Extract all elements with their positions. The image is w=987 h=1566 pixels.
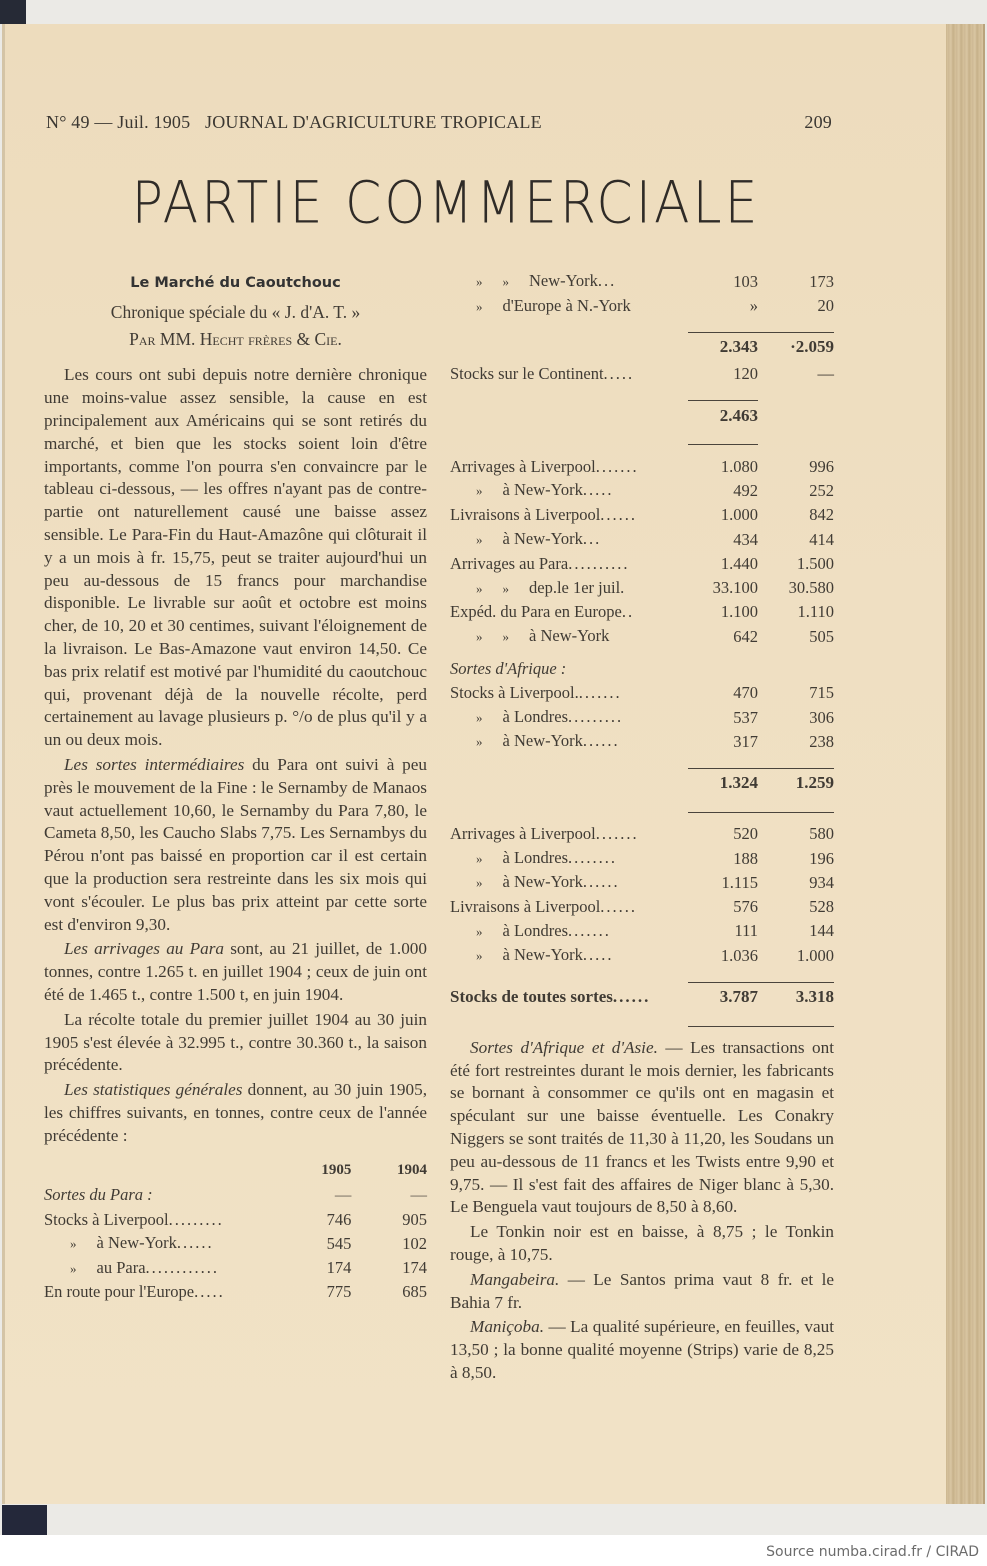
- row-label-text: à New-York: [502, 731, 583, 751]
- row-label: [450, 730, 688, 754]
- leader-dots: ......: [600, 505, 638, 525]
- row-label: [450, 455, 688, 479]
- value-1904: 580: [809, 824, 834, 844]
- blank-row: [450, 649, 834, 657]
- value-1905: 2.463: [719, 405, 758, 425]
- row-label: [450, 822, 688, 846]
- right-column: [450, 270, 834, 1387]
- leader-dots: ...: [582, 529, 602, 549]
- italic-lead: Sortes d'Afrique et d'Asie.: [470, 1037, 658, 1057]
- section-row: Sortes du Para : — —: [44, 1183, 427, 1207]
- row-label-text: Livraisons à Liverpool: [450, 897, 601, 917]
- rule-spacer: [450, 798, 688, 812]
- paragraph: Les sortes intermédiaires du Para ont suivi à peu près le mouvement de la Fine : le Sernamby de Manaos vaut actuellement 10,60, le Sernamby du Para 7,80, le Cameta 8,50, les Caucho Slabs 7,75. Les Sernambys du Pérou n'ont pas baissé en proportion car il est certain que la production sera restreinte dans les six mois qui vont s'écouler. Le plus bas prix atteint par cette sorte est d'environ 9,30.: [44, 754, 427, 934]
- value-1905: 317: [733, 731, 758, 751]
- value-1904: ·2.059: [790, 337, 834, 357]
- page-edges: [940, 24, 985, 1504]
- row-label: [450, 871, 688, 895]
- leader-dots: ............: [145, 1257, 220, 1277]
- table-row: [450, 871, 834, 895]
- value-1905: 537: [733, 707, 758, 727]
- leader-dots: ......: [176, 1233, 214, 1253]
- left-column: [44, 270, 427, 1305]
- ditto-mark: »: [502, 274, 509, 290]
- left-paragraphs: [44, 364, 427, 1147]
- value-1904: 252: [809, 480, 834, 500]
- value-1904: 1.500: [796, 553, 834, 573]
- italic-lead: Les statistiques générales: [64, 1080, 243, 1100]
- ditto-mark: »: [476, 532, 483, 548]
- row-label-text: à New-York: [502, 480, 583, 500]
- paragraph: Mangabeira. — Le Santos prima vaut 8 fr. et le Bahia 7 fr.: [450, 1269, 834, 1312]
- paragraph: Le Tonkin noir est en baisse, à 8,75 ; le Tonkin rouge, à 10,75.: [450, 1222, 834, 1264]
- rule-spacer: [450, 1012, 688, 1026]
- table-row: [450, 479, 834, 503]
- paragraph: Les arrivages au Para sont, au 21 juillet, de 1.000 tonnes, contre 1.265 t. en juillet 1904 ; ceux de juin ont été de 1.465 t., contre 1.500 t, en juin 1904.: [44, 939, 427, 1004]
- ditto-mark: »: [476, 851, 483, 866]
- value-1904: 934: [809, 872, 834, 892]
- rule-row: [450, 968, 834, 982]
- section-label-para: Sortes du Para :: [44, 1185, 153, 1205]
- leader-dots: .....: [582, 945, 614, 965]
- row-label: [450, 552, 688, 576]
- row-label: [450, 294, 688, 318]
- leader-dots: ......: [582, 872, 620, 892]
- table-row: [450, 982, 834, 1012]
- value-1905: 33.100: [712, 578, 758, 598]
- table-row: [450, 552, 834, 576]
- rule-spacer: [450, 319, 688, 333]
- value-1905: 520: [733, 824, 758, 844]
- value-1905: 746: [326, 1209, 352, 1229]
- row-label: [44, 1208, 282, 1232]
- blank-cell: [450, 445, 834, 455]
- table-row: [44, 1281, 427, 1305]
- rule-1904: [758, 968, 834, 982]
- leader-dots: ......: [582, 731, 620, 751]
- value-1904: 306: [809, 707, 834, 727]
- article-subheading: Chronique spéciale du « J. d'A. T. »: [110, 301, 361, 322]
- leader-dots: .......: [568, 920, 611, 940]
- table-row: [450, 895, 834, 919]
- table-row: [450, 625, 834, 649]
- leader-dots: ...: [597, 271, 617, 291]
- row-label: [450, 895, 688, 919]
- italic-lead: Mangabeira.: [470, 1269, 560, 1289]
- table-row: [450, 920, 834, 944]
- value-1905: 1.440: [720, 553, 758, 573]
- table-row: [450, 730, 834, 754]
- row-label: [450, 682, 688, 706]
- ditto-mark: »: [70, 1260, 77, 1276]
- leader-dots: ........: [568, 848, 618, 867]
- ditto-mark: »: [476, 298, 483, 314]
- row-label-text: Arrivages à Liverpool: [450, 456, 596, 476]
- value-1905: 1.000: [720, 505, 758, 525]
- value-1904: 685: [402, 1282, 427, 1302]
- row-label-text: à Londres: [502, 707, 569, 727]
- col-header-1904: 1904: [397, 1162, 427, 1179]
- row-label: [450, 333, 688, 363]
- rule-spacer: [450, 754, 688, 768]
- paragraph: Les statistiques générales donnent, au 30 juin 1905, les chiffres suivants, en tonnes, contre ceux de l'année précédente :: [44, 1080, 427, 1145]
- blank-cell: [450, 812, 834, 822]
- value-1905: 1.036: [720, 945, 758, 965]
- row-label: [450, 982, 688, 1012]
- leader-dots: .....: [603, 364, 635, 384]
- value-1905: 3.787: [719, 987, 758, 1007]
- table-row: [450, 455, 834, 479]
- row-label: [44, 1281, 282, 1305]
- blank-cell: [450, 649, 834, 657]
- table-row: [450, 401, 834, 431]
- italic-lead: Les sortes intermédiaires: [64, 754, 245, 774]
- row-label-text: d'Europe à N.-York: [502, 295, 631, 315]
- row-label: [450, 363, 688, 387]
- paragraph: Maniçoba. — La qualité supérieure, en feuilles, vaut 13,50 ; la bonne qualité moyenne (Strips) varie de 8,25 à 8,50.: [450, 1317, 834, 1382]
- table-row: [450, 333, 834, 363]
- rule-row: [450, 754, 834, 768]
- row-label-text: Livraisons à Liverpool: [450, 505, 601, 525]
- value-1905: 642: [733, 626, 758, 646]
- row-label-text: Stocks à Liverpool.: [450, 683, 579, 703]
- book-spine-top: [0, 0, 26, 24]
- paragraph: Sortes d'Afrique et d'Asie. — Les transactions ont été fort restreintes durant le mois dernier, les fabricants se bornant à consommer ce qu'ils ont en magasin et spéculant sur une baisse éventuelle. Les Conakry Niggers se sont traités de 11,30 à 11,20, les Soudans un peu au-dessous de 11 francs et les Twists entre 9,90 et 9,75. — Il s'est fait des affaires de Niger blanc à 5,30. Le Benguela vaut toujours de 8,50 à 8,60.: [450, 1037, 834, 1217]
- row-label: [450, 920, 688, 944]
- row-label: [450, 847, 688, 871]
- row-label-text: à Londres: [502, 920, 569, 940]
- table-row: [450, 682, 834, 706]
- row-label: [450, 528, 688, 552]
- value-1904: 842: [809, 505, 834, 525]
- rule-1905: [688, 968, 758, 982]
- value-1904: 996: [809, 456, 834, 476]
- ditto-mark: »: [476, 734, 483, 750]
- rule-1904: [758, 754, 834, 768]
- row-label-text: à New-York: [502, 945, 583, 965]
- rule-1905: [688, 431, 758, 445]
- table-row: [450, 847, 834, 871]
- row-label-text: dep.le 1er juil.: [529, 577, 625, 597]
- rule-1904: [758, 1012, 834, 1026]
- leader-dots: ..: [621, 602, 635, 622]
- italic-lead: Maniçoba.: [470, 1317, 544, 1337]
- table-row: [450, 822, 834, 846]
- ditto-mark: »: [476, 875, 483, 891]
- rule-1905: [688, 387, 758, 401]
- blank-row: [450, 812, 834, 822]
- rule-row: [450, 1012, 834, 1026]
- table-row: [450, 363, 834, 387]
- value-1905: 1.080: [720, 456, 758, 476]
- leader-dots: .......: [578, 683, 622, 703]
- value-1905: »: [749, 296, 758, 316]
- journal-name: JOURNAL D'AGRICULTURE TROPICALE: [205, 112, 542, 132]
- col-header-1905: 1905: [321, 1162, 352, 1179]
- value-1905: 1.115: [721, 872, 758, 892]
- ditto-mark: »: [476, 580, 483, 596]
- leader-dots: ......: [612, 986, 651, 1006]
- table-row: [44, 1256, 427, 1280]
- section-row: [450, 657, 834, 681]
- leader-dots: .........: [168, 1209, 224, 1229]
- row-label-text: Arrivages au Para: [450, 553, 569, 573]
- paragraph: La récolte totale du premier juillet 1904 au 30 juin 1905 s'est élevée à 32.995 t., contre 30.360 t., la saison précédente.: [44, 1009, 427, 1075]
- table-row: [450, 944, 834, 968]
- row-label-text: à New-York: [502, 872, 583, 892]
- leader-dots: .....: [194, 1282, 225, 1302]
- book-spine-bottom: [2, 1505, 47, 1535]
- value-1905: 576: [733, 897, 758, 917]
- value-1904: 1.110: [797, 602, 834, 622]
- value-1904: 715: [809, 683, 834, 703]
- rule-spacer: [450, 387, 688, 401]
- page-number: 209: [804, 112, 832, 132]
- stats-table-para: [44, 1157, 427, 1304]
- row-label-text: En route pour l'Europe: [44, 1282, 195, 1302]
- leader-dots: .........: [568, 707, 624, 727]
- rule-1905: [688, 319, 758, 333]
- ditto-mark: »: [476, 274, 483, 290]
- right-paragraphs: [450, 1037, 834, 1385]
- table-row: [450, 768, 834, 798]
- leader-dots: .......: [595, 456, 639, 476]
- value-1905: 111: [734, 921, 758, 941]
- value-1904: 905: [402, 1209, 427, 1229]
- row-label: [450, 401, 688, 431]
- value-1904: 102: [402, 1233, 427, 1253]
- value-1904: 1.259: [795, 773, 834, 793]
- value-1904: [758, 401, 834, 431]
- rule-row: [450, 431, 834, 445]
- value-1905: 775: [326, 1282, 352, 1302]
- paragraph: Les cours ont subi depuis notre dernière chronique une moins-value assez sensible, la cause en est principalement aux Américains qui se sont retirés du marché, et bien que les stocks soient loin d'être importants, comme l'on pourra s'en convaincre par le tableau ci-dessous, — les offres n'ayant pas de contre-partie ont naturellement causé une baisse assez sensible. Le Para-Fin du Haut-Amazône qui clôturait il y a un mois à fr. 15,75, peut se traiter aujourd'hui un peu au-dessous de 15 francs pour marchandise disponible. Le livrable sur août et octobre est moins cher, de 10, 20 et 30 centimes, suivant l'éloignement de la livraison. Le Bas-Amazone vaut environ 14,50. Ce bas prix relatif est motivé par l'humidité du caoutchouc qui, provenant déjà de la nouvelle récolte, perd certainement au lavage plusieurs p. °/o de plus qu'il y a un ou deux mois.: [44, 365, 427, 750]
- leader-dots: .......: [595, 824, 639, 844]
- row-label: [44, 1232, 282, 1256]
- row-label: [450, 625, 688, 649]
- row-label: [44, 1256, 282, 1280]
- ditto-mark: »: [476, 483, 483, 499]
- rule-1904: [758, 387, 834, 401]
- value-1904: 505: [809, 626, 834, 646]
- row-label-text: Arrivages à Liverpool: [450, 824, 596, 844]
- table-row: [450, 270, 834, 294]
- value-1905: 1.324: [719, 773, 758, 793]
- blank-row: [450, 445, 834, 455]
- ditto-mark: »: [502, 580, 509, 596]
- ditto-mark: »: [502, 629, 509, 645]
- value-1904: 238: [809, 731, 834, 751]
- value-1905: 1.100: [720, 602, 758, 622]
- row-label-text: New-York: [529, 271, 598, 291]
- rule-1904: [758, 798, 834, 812]
- rule-row: [450, 798, 834, 812]
- value-1904: 173: [809, 271, 834, 291]
- rule-spacer: [450, 968, 688, 982]
- value-1904: 30.580: [788, 578, 834, 598]
- value-1904: 1.000: [796, 945, 834, 965]
- row-label: [450, 503, 688, 527]
- rule-row: [450, 319, 834, 333]
- leader-dots: ......: [600, 897, 638, 917]
- row-label-text: à New-York: [96, 1233, 177, 1253]
- leader-dots: .....: [582, 480, 614, 500]
- table-row: [450, 601, 834, 625]
- row-label-text: Stocks de toutes sortes: [450, 986, 613, 1006]
- row-label-text: à New-York: [529, 626, 610, 646]
- value-1905: 492: [733, 480, 758, 500]
- row-label-text: Stocks à Liverpool: [44, 1209, 169, 1229]
- row-label-text: Expéd. du Para en Europe: [450, 602, 622, 622]
- leader-dots: ..........: [568, 553, 630, 573]
- row-label-text: Stocks sur le Continent: [450, 364, 604, 384]
- rule-1904: [758, 319, 834, 333]
- value-1904: 414: [809, 529, 834, 549]
- issue-label: N° 49 — Juil. 1905: [46, 112, 191, 132]
- row-label: [450, 479, 688, 503]
- value-1904: 3.318: [795, 987, 834, 1007]
- ditto-mark: »: [476, 710, 483, 726]
- value-1905: 188: [733, 848, 758, 868]
- rule-row: [450, 387, 834, 401]
- row-label: [450, 601, 688, 625]
- running-head: [46, 112, 832, 133]
- value-1905: 470: [733, 683, 758, 703]
- table-row: [450, 528, 834, 552]
- ditto-mark: »: [476, 948, 483, 964]
- rule-1905: [688, 754, 758, 768]
- table-row: [44, 1208, 427, 1232]
- value-1905: 120: [733, 364, 758, 384]
- row-label: [450, 706, 688, 730]
- row-label-text: au Para: [96, 1257, 146, 1277]
- italic-lead: Les arrivages au Para: [64, 939, 224, 959]
- section-title: PARTIE COMMERCIALE: [131, 170, 761, 238]
- rule-1904: [758, 431, 834, 445]
- value-1904: 196: [809, 848, 834, 868]
- row-label: [450, 576, 688, 600]
- value-1905: 2.343: [719, 337, 758, 357]
- article-heading: Le Marché du Caoutchouc: [130, 275, 341, 291]
- table-row: [44, 1232, 427, 1256]
- row-label: [450, 944, 688, 968]
- ditto-mark: »: [476, 629, 483, 645]
- table-row: [450, 503, 834, 527]
- article-byline: Par MM. Hecht frères & Cie.: [129, 328, 342, 349]
- row-label: [450, 768, 688, 798]
- rule-spacer: [450, 431, 688, 445]
- row-label-text: à New-York: [502, 529, 583, 549]
- table-header-row: [44, 1157, 427, 1183]
- section-label-africa: Sortes d'Afrique :: [450, 659, 567, 679]
- stats-table-continued: [450, 270, 834, 1027]
- rule-1905: [688, 798, 758, 812]
- value-1905: 545: [326, 1233, 352, 1253]
- table-row: [450, 294, 834, 318]
- row-label: [450, 270, 688, 294]
- table-row: [450, 576, 834, 600]
- value-1904: 20: [817, 296, 834, 316]
- value-1904: 174: [402, 1258, 427, 1278]
- value-1905: 434: [733, 529, 758, 549]
- ditto-mark: »: [476, 923, 483, 939]
- source-credit: Source numba.cirad.fr / CIRAD: [766, 1544, 979, 1560]
- value-1904: 528: [809, 897, 834, 917]
- ditto-mark: »: [70, 1236, 77, 1252]
- value-1904: 144: [809, 921, 834, 941]
- table-row: [450, 706, 834, 730]
- rule-1905: [688, 1012, 758, 1026]
- row-label-text: à Londres: [502, 848, 569, 867]
- value-1905: 174: [326, 1258, 352, 1278]
- value-1905: 103: [733, 271, 758, 291]
- value-1904: —: [817, 364, 834, 384]
